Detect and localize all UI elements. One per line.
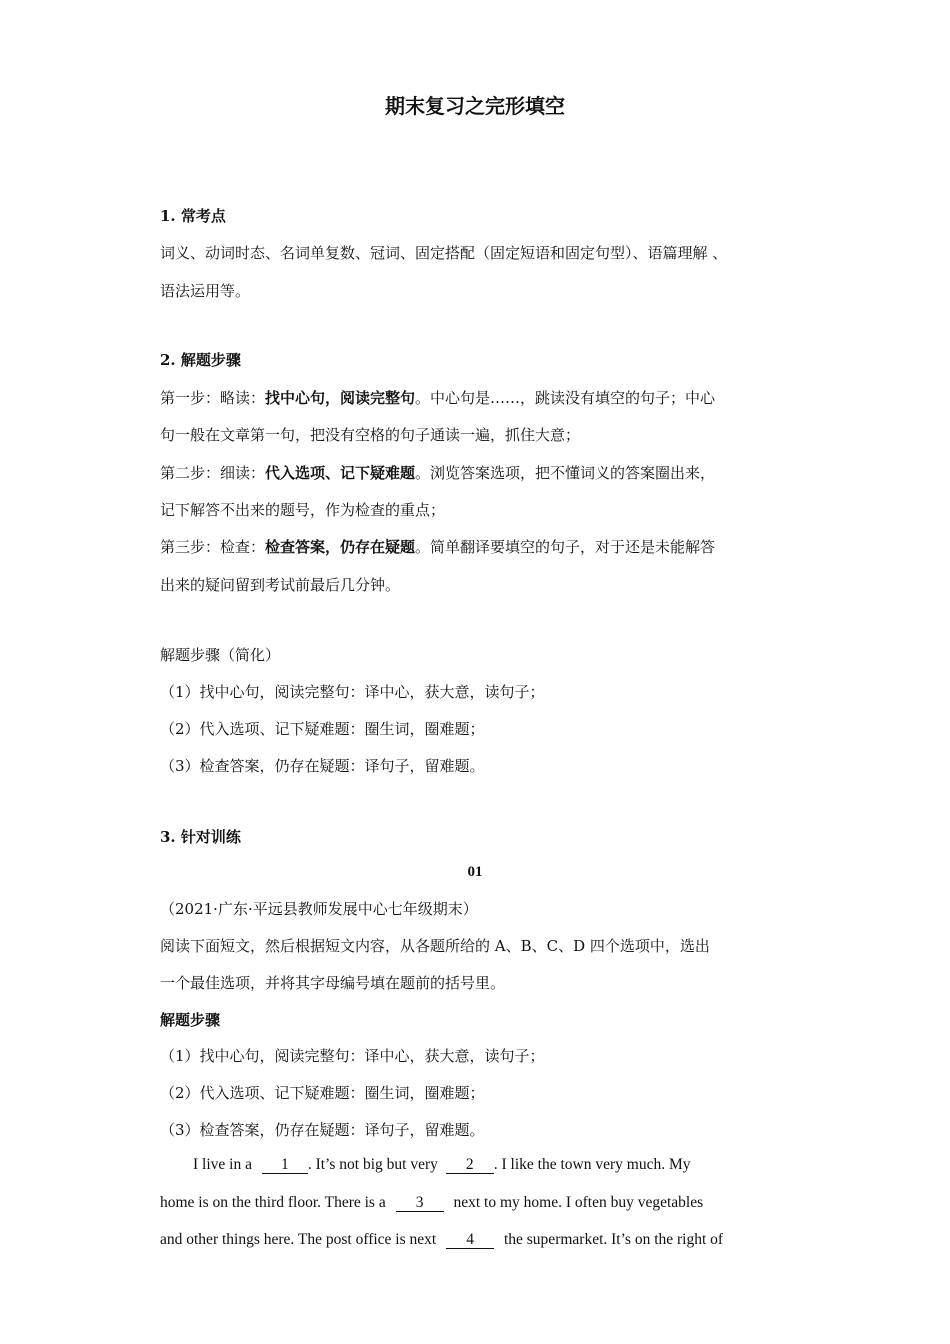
passage-text: and other things here. The post office is next [160, 1231, 437, 1248]
step-1-line-2: 句一般在文章第一句，把没有空格的句子通读一遍，抓住大意； [160, 426, 581, 444]
step-2-prefix: 第二步：细读： [160, 464, 266, 482]
page-title: 期末复习之完形填空 [385, 94, 565, 118]
step-1-rest: 。中心句是……，跳读没有填空的句子；中心 [415, 389, 716, 407]
passage-line-2 [160, 1193, 703, 1213]
steps-item-3: （3）检查答案，仍存在疑题：译句子，留难题。 [160, 1121, 485, 1139]
exercise-source: （2021·广东·平远县教师发展中心七年级期末） [160, 900, 478, 918]
passage-text: . I like the town very much. My [493, 1156, 691, 1173]
simplified-title: 解题步骤（简化） [160, 646, 281, 664]
exercise-number: 01 [467, 864, 483, 880]
step-2-bold: 代入选项、记下疑难题 [265, 464, 416, 482]
section-1-line-2: 语法运用等。 [160, 282, 251, 300]
step-3-line-2: 出来的疑问留到考试前最后几分钟。 [160, 576, 401, 594]
simplified-step-3: （3）检查答案，仍存在疑题：译句子，留难题。 [160, 757, 485, 775]
passage-text: next to my home. I often buy vegetables [453, 1194, 704, 1211]
instructions-line-1: 阅读下面短文，然后根据短文内容，从各题所给的 A、B、C、D 四个选项中，选出 [160, 937, 710, 955]
section-2-heading: 2. 解题步骤 [160, 351, 241, 369]
step-1-bold: 找中心句，阅读完整句 [265, 389, 416, 407]
step-1-line-1 [160, 388, 715, 408]
passage-text: the supermarket. It’s on the right of [503, 1231, 724, 1248]
steps-title: 解题步骤 [160, 1011, 221, 1029]
simplified-step-1: （1）找中心句，阅读完整句：译中心，获大意，读句子； [160, 683, 545, 701]
step-3-line-1 [160, 537, 715, 557]
passage-text: I live in a [193, 1156, 252, 1173]
section-3-heading: 3. 针对训练 [160, 828, 241, 846]
passage-text: home is on the third floor. There is a [160, 1194, 386, 1211]
step-2-rest: 。浏览答案选项，把不懂词义的答案圈出来， [415, 464, 716, 482]
blank-1: 1 [262, 1157, 308, 1174]
blank-2: 2 [446, 1157, 494, 1174]
passage-text: . It’s not big but very [307, 1156, 438, 1173]
simplified-step-2: （2）代入选项、记下疑难题：圈生词，圈难题； [160, 720, 485, 738]
step-3-rest: 。简单翻译要填空的句子，对于还是未能解答 [415, 538, 716, 556]
blank-3: 3 [396, 1195, 444, 1212]
instructions-line-2: 一个最佳选项，并将其字母编号填在题前的括号里。 [160, 974, 506, 992]
step-3-bold: 检查答案，仍存在疑题 [265, 538, 416, 556]
section-1-heading: 1. 常考点 [160, 207, 226, 225]
passage-line-1 [193, 1155, 690, 1175]
steps-item-1: （1）找中心句，阅读完整句：译中心，获大意，读句子； [160, 1047, 545, 1065]
section-1-line-1: 词义、动词时态、名词单复数、冠词、固定搭配（固定短语和固定句型）、语篇理解 、 [160, 244, 728, 262]
step-3-prefix: 第三步：检查： [160, 538, 266, 556]
step-2-line-1 [160, 463, 715, 483]
step-1-prefix: 第一步：略读： [160, 389, 266, 407]
blank-4: 4 [446, 1232, 494, 1249]
step-2-line-2: 记下解答不出来的题号，作为检查的重点； [160, 501, 446, 519]
steps-item-2: （2）代入选项、记下疑难题：圈生词，圈难题； [160, 1084, 485, 1102]
passage-line-3 [160, 1230, 723, 1250]
